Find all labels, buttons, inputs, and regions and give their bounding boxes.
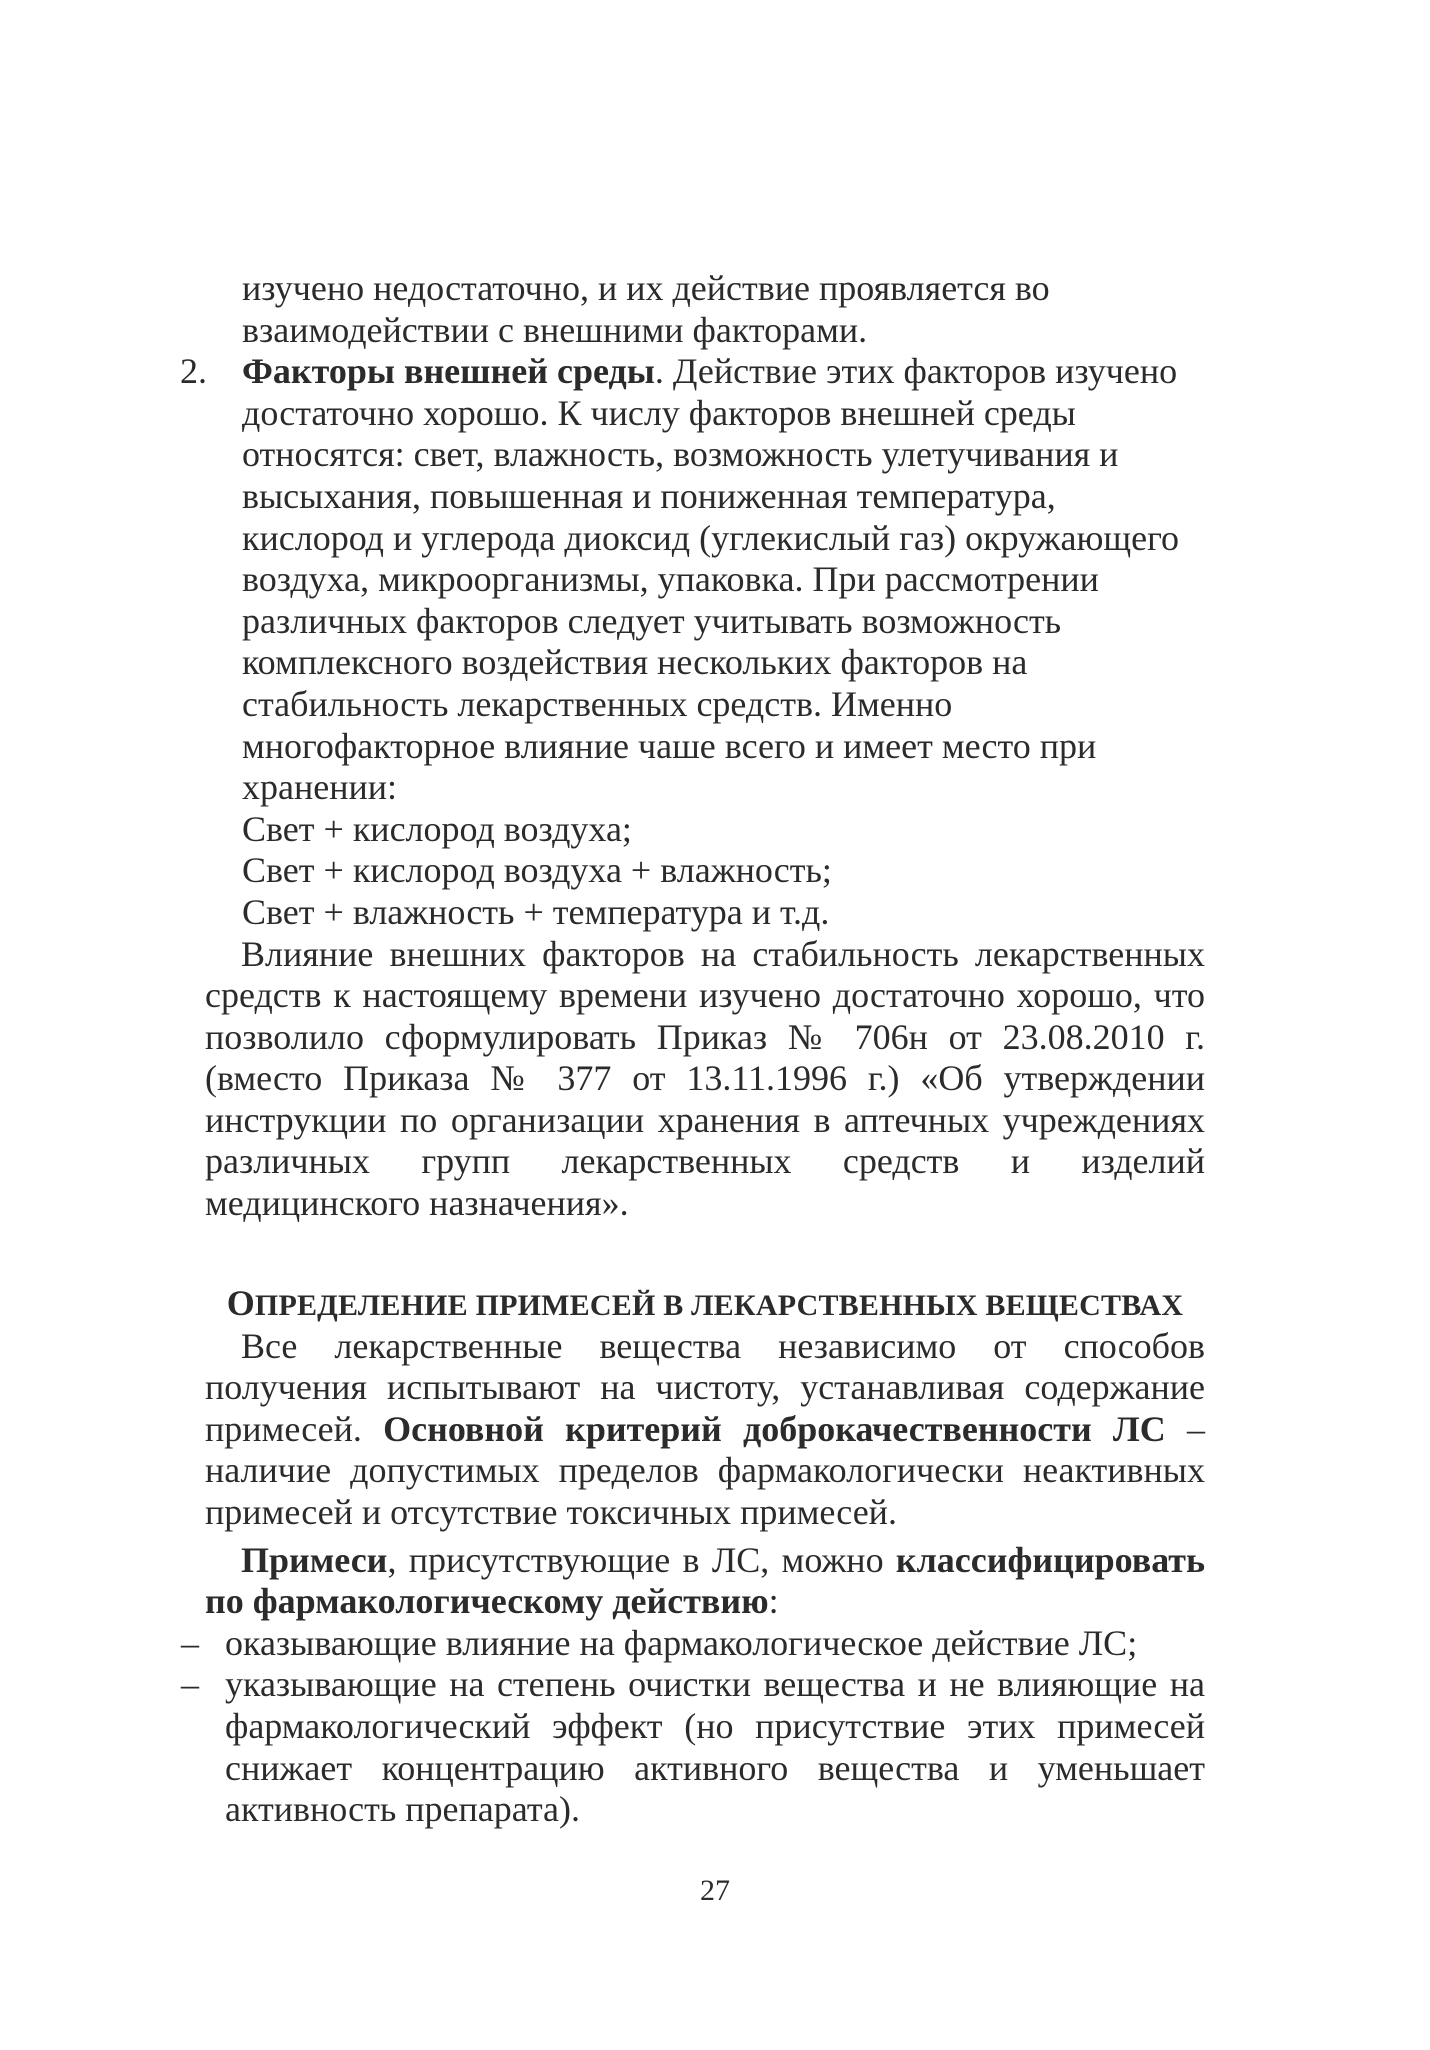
dash-bullet: – (181, 1622, 199, 1663)
dash-item-text: указывающие на степень очистки вещества и не влияющие на фармакологический эффект (но присутствие этих примесей снижает концентрацию активного вещества и уменьшает активность препарата). (225, 1664, 1205, 1830)
paragraph-influence: Влияние внешних факторов на стабильность лекарственных средств к настоящему времени изучено достаточно хорошо, что позволило сформулировать Приказ № 706н от 23.08.2010 г. (вместо Приказа № 377 от 13.11.1996 г.) «Об утверждении инструкции по организации хранения в аптечных учреждениях различных групп лекарственных средств и изделий медицинского назначения». (205, 933, 1205, 1224)
classify-text-1: , присутствующие в ЛС, можно (387, 1539, 896, 1580)
formula-line: Свет + кислород воздуха; (242, 808, 632, 849)
classify-bold-2: классифицировать по фармакологическому действию (205, 1539, 1205, 1622)
list-item-2 (180, 351, 1205, 933)
bold-lead: Факторы внешней среды (242, 351, 655, 392)
item-body: . Действие этих факторов изучено достаточно хорошо. К числу факторов внешней среды относятся: свет, влажность, возможность улетучивания и высыхания, повышенная и пониженная температура, кислород и углерода диоксид (углекислый газ) окружающего воздуха, микроорганизмы, упаковка. При рассмотрении различных факторов следует учитывать возможность комплексного воздействия нескольких факторов на стабильность лекарственных средств. Именно многофакторное влияние чаше всего и имеет место при хранении: (242, 351, 1179, 808)
dash-bullet: – (181, 1664, 199, 1705)
formula-line: Свет + влажность + температура и т.д. (242, 891, 830, 932)
continuation-text: изучено недостаточно, и их действие проявляется во взаимодействии с внешними факторами. (242, 268, 1050, 350)
page-number: 27 (700, 1874, 730, 1907)
purity-text-1: Все лекарственные вещества независимо от способов получения испытывают на чистоту, устанавливая содержание примесей. (205, 1325, 1205, 1449)
dash-list-item (181, 1664, 1205, 1830)
classify-text-2: : (768, 1581, 779, 1622)
purity-text-2: – наличие допустимых пределов фармакологически неактивных примесей и отсутствие токсичных примесей. (205, 1408, 1205, 1533)
dash-item-text: оказывающие влияние на фармакологическое действие ЛС; (225, 1622, 1138, 1663)
paragraph-purity (205, 1326, 1205, 1534)
list-number: 2. (180, 351, 207, 392)
heading-first-letter: О (226, 1282, 255, 1323)
page-content (180, 268, 1205, 1831)
purity-bold: Основной критерий доброкачественности ЛС (383, 1408, 1166, 1449)
heading-rest: ПРЕДЕЛЕНИЕ ПРИМЕСЕЙ В ЛЕКАРСТВЕННЫХ ВЕЩЕСТВАХ (254, 1288, 1184, 1322)
formula-line: Свет + кислород воздуха + влажность; (242, 850, 832, 891)
section-heading (205, 1283, 1205, 1326)
list-item-text (242, 351, 1205, 809)
dash-list-item (181, 1622, 1205, 1665)
classify-bold-1: Примеси (241, 1539, 388, 1580)
paragraph-classify (205, 1540, 1205, 1623)
